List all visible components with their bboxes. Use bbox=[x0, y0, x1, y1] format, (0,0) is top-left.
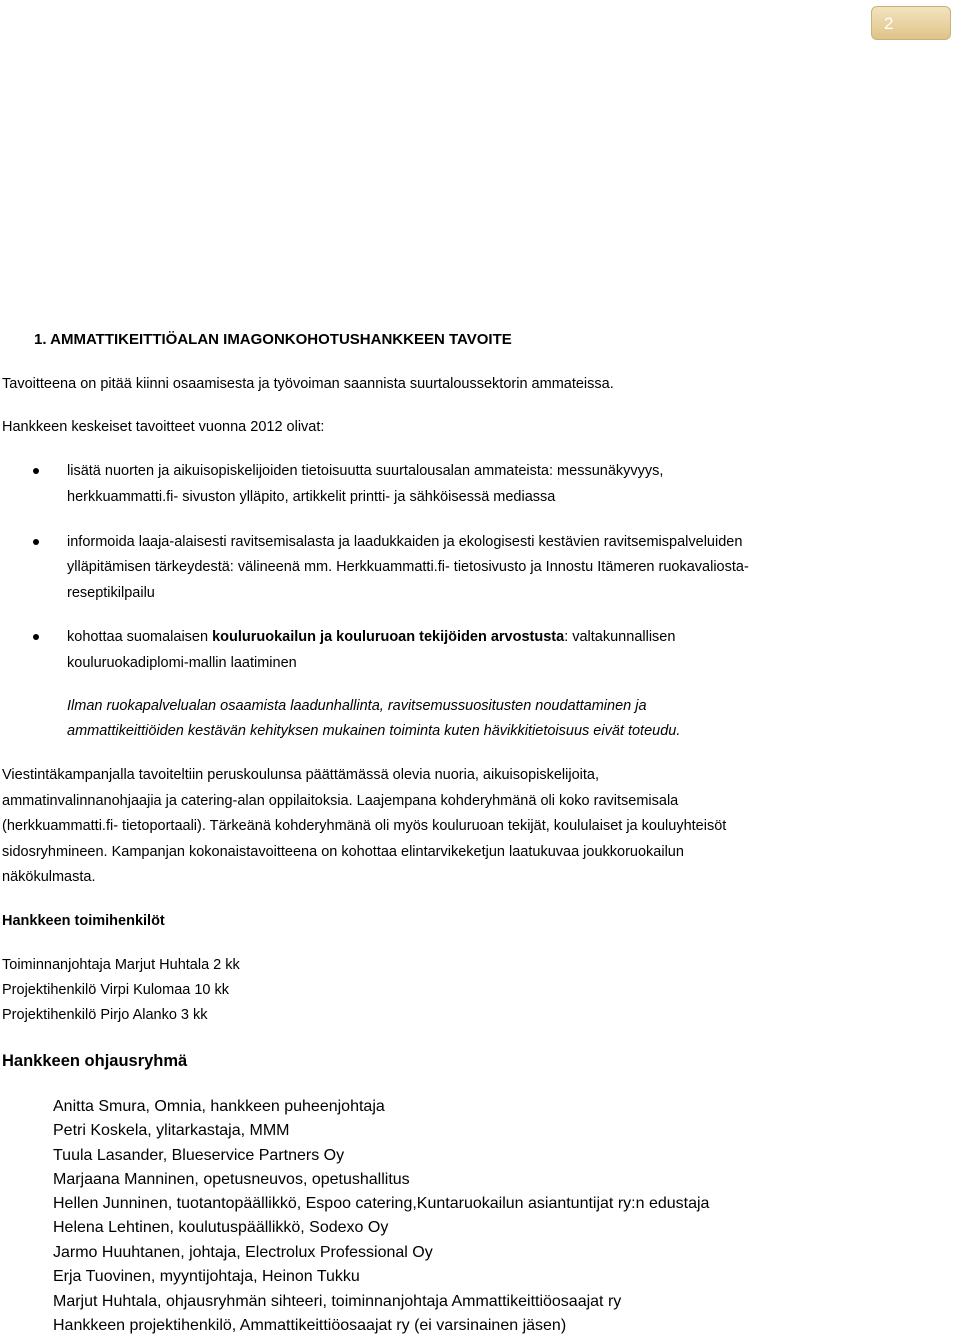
steering-member: Tuula Lasander, Blueservice Partners Oy bbox=[53, 1147, 345, 1164]
goals-intro: Hankkeen keskeiset tavoitteet vuonna 2012 olivat: bbox=[2, 419, 325, 435]
section-heading: 1. AMMATTIKEITTIÖALAN IMAGONKOHOTUSHANKKEEN TAVOITE bbox=[34, 331, 512, 348]
goal-text: herkkuammatti.fi- sivuston ylläpito, artikkelit printti- ja sähköisessä mediassa bbox=[67, 489, 556, 505]
page-number-badge bbox=[871, 6, 951, 40]
goal-text: reseptikilpailu bbox=[67, 585, 155, 601]
goal-text-emphasis: kouluruokailun ja kouluruoan tekijöiden arvostusta bbox=[212, 629, 565, 645]
steering-member: Marjaana Manninen, opetusneuvos, opetushallitus bbox=[53, 1171, 410, 1188]
staff-item: Toiminnanjohtaja Marjut Huhtala 2 kk bbox=[2, 957, 240, 973]
staff-heading: Hankkeen toimihenkilöt bbox=[2, 913, 165, 929]
intro-line: Tavoitteena on pitää kiinni osaamisesta ja työvoiman saannista suurtaloussektorin ammateissa. bbox=[2, 376, 614, 392]
paragraph-line: Viestintäkampanjalla tavoiteltiin peruskoulunsa päättämässä olevia nuoria, aikuisopiskelijoita, bbox=[2, 767, 599, 783]
steering-member: Hellen Junninen, tuotantopäällikkö, Espoo catering,Kuntaruokailun asiantuntijat ry:n edustaja bbox=[53, 1195, 710, 1212]
steering-member: Petri Koskela, ylitarkastaja, MMM bbox=[53, 1122, 290, 1139]
steering-member: Marjut Huhtala, ohjausryhmän sihteeri, toiminnanjohtaja Ammattikeittiöosaajat ry bbox=[53, 1293, 622, 1310]
goal-text-post: : valtakunnallisen bbox=[564, 629, 676, 645]
steering-heading: Hankkeen ohjausryhmä bbox=[2, 1052, 188, 1070]
paragraph-line: (herkkuammatti.fi- tietoportaali). Tärkeänä kohderyhmänä oli myös kouluruoan tekijät, koululaiset ja kouluyhteisöt bbox=[2, 818, 727, 834]
paragraph-line: sidosryhmineen. Kampanjan kokonaistavoitteena on kohottaa elintarvikeketjun laatukuvaa joukkoruokailun bbox=[2, 844, 684, 860]
page-number: 2 bbox=[884, 14, 894, 33]
bullet-dot bbox=[33, 539, 39, 545]
italic-note: ammattikeittiöiden kestävän kehityksen mukainen toiminta kuten hävikkitietoisuus eivät toteudu. bbox=[67, 723, 681, 739]
goal-text: lisätä nuorten ja aikuisopiskelijoiden tietoisuutta suurtalousalan ammateista: messunäkyvyys, bbox=[67, 463, 664, 479]
steering-member: Anitta Smura, Omnia, hankkeen puheenjohtaja bbox=[53, 1098, 385, 1115]
goal-text: ylläpitämisen tärkeydestä: välineenä mm. Herkkuammatti.fi- tietosivusto ja Innostu Itämeren ruokavaliosta- bbox=[67, 559, 749, 575]
goal-text: kouluruokadiplomi-mallin laatiminen bbox=[67, 655, 297, 671]
steering-member: Erja Tuovinen, myyntijohtaja, Heinon Tukku bbox=[53, 1268, 360, 1285]
italic-note: Ilman ruokapalvelualan osaamista laadunhallinta, ravitsemussuositusten noudattaminen ja bbox=[67, 698, 647, 714]
paragraph-line: ammatinvalinnanohjaajia ja catering-alan oppilaitoksia. Laajempana kohderyhmänä oli koko ravitsemisala bbox=[2, 793, 679, 809]
bullet-dot bbox=[33, 468, 39, 474]
steering-member: Jarmo Huuhtanen, johtaja, Electrolux Professional Oy bbox=[53, 1244, 433, 1261]
steering-member: Helena Lehtinen, koulutuspäällikkö, Sodexo Oy bbox=[53, 1219, 389, 1236]
staff-item: Projektihenkilö Virpi Kulomaa 10 kk bbox=[2, 982, 230, 998]
goal-text-pre: kohottaa suomalaisen bbox=[67, 629, 213, 645]
staff-item: Projektihenkilö Pirjo Alanko 3 kk bbox=[2, 1007, 208, 1023]
goal-text bbox=[67, 627, 675, 647]
bullet-dot bbox=[33, 634, 39, 640]
steering-member: Hankkeen projektihenkilö, Ammattikeittiöosaajat ry (ei varsinainen jäsen) bbox=[53, 1317, 567, 1334]
paragraph-line: näkökulmasta. bbox=[2, 869, 96, 885]
goal-text: informoida laaja-alaisesti ravitsemisalasta ja laadukkaiden ja ekologisesti kestävien ravitsemispalveluiden bbox=[67, 534, 743, 550]
